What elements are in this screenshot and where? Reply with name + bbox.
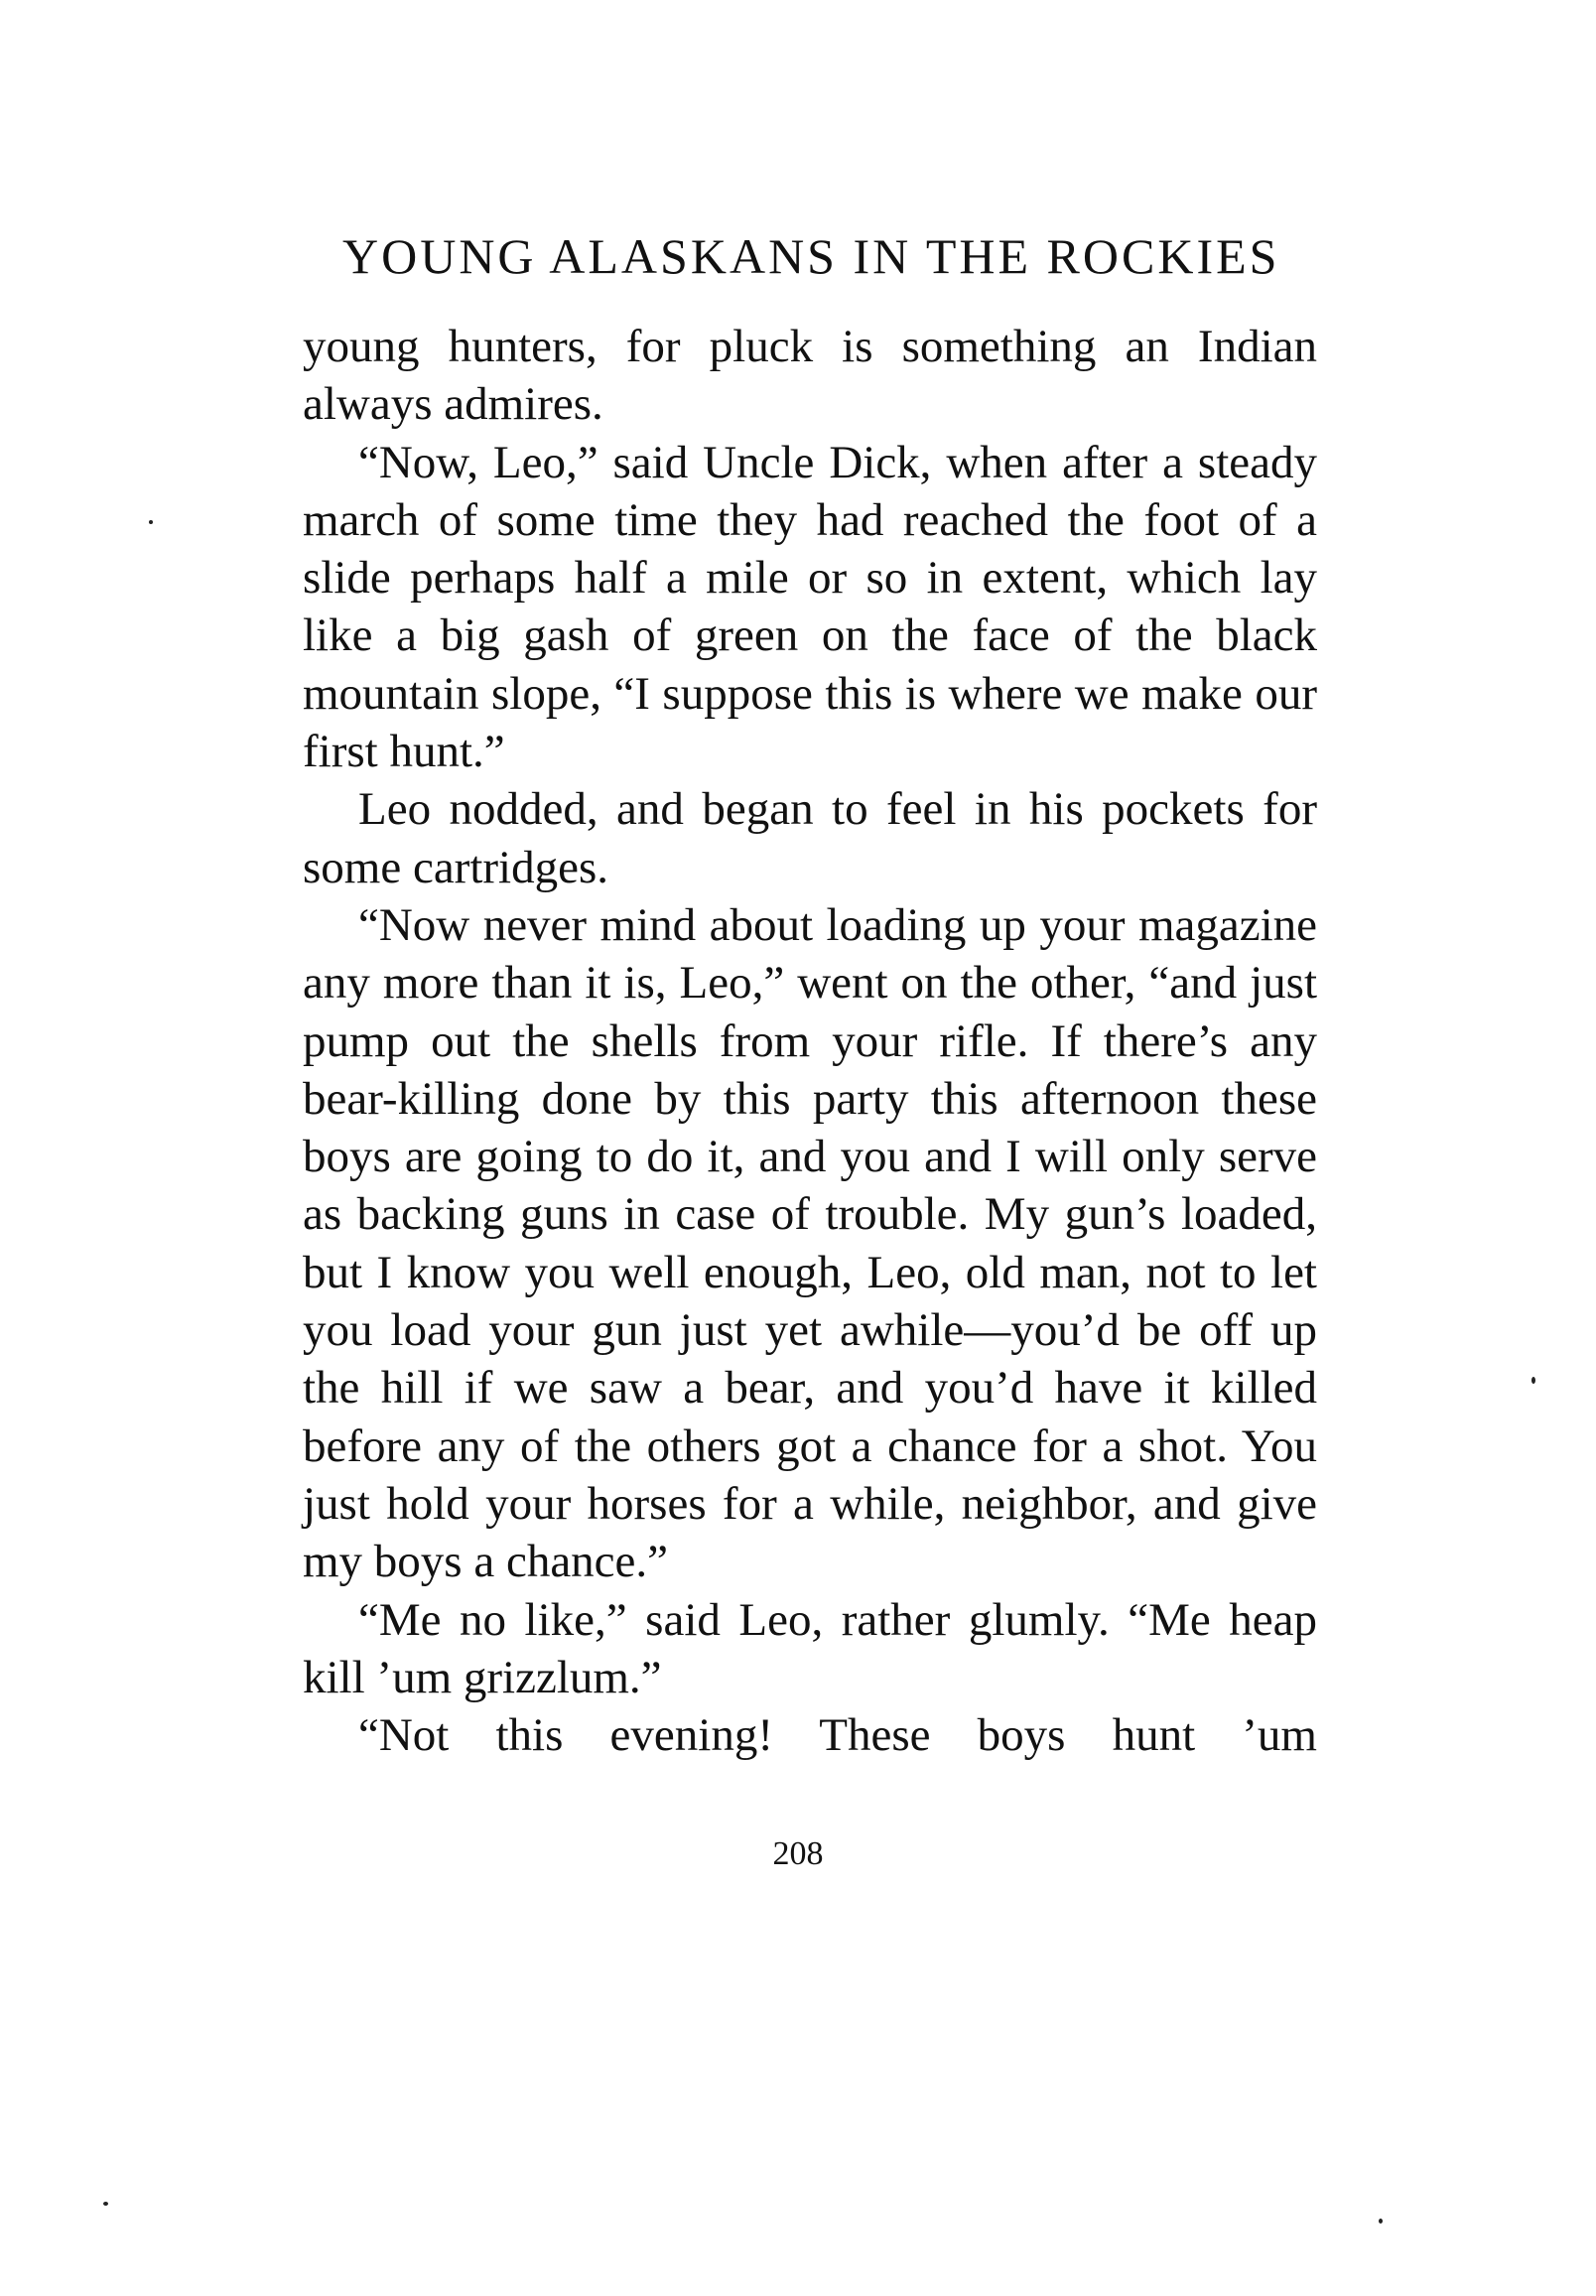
paragraph-continuation: young hunters, for pluck is something an Indian always admires.	[303, 321, 1317, 431]
page-number: 208	[772, 1835, 824, 1872]
body-text	[303, 318, 1317, 1764]
scan-speck	[149, 520, 153, 524]
scan-speck	[103, 2202, 108, 2206]
scan-speck	[1379, 2219, 1383, 2224]
paragraph-leo-reply: “Me no like,” said Leo, rather glumly. “Me heap kill ’um grizzlum.”	[303, 1593, 1317, 1703]
paragraph-final-line: “Not this evening! These boys hunt ’um	[358, 1709, 1317, 1762]
paragraph-leo-nods: Leo nodded, and began to feel in his pockets for some cartridges.	[303, 783, 1317, 893]
paragraph-uncle-dick-instructions: “Now never mind about loading up your magazine any more than it is, Leo,” went on the other, “and just pump out the shells from your rifle. If there’s any bear-killing done by this party this afternoon these boys are going to do it, and you and I will only serve as backing guns in case of trouble. My gun’s loaded, but I know you well enough, Leo, old man, not to let you load your gun just yet awhile—you’d be off up the hill if we saw a bear, and you’d have it killed before any of the others got a chance for a shot. You just hold your horses for a while, neighbor, and give my boys a chance.”	[303, 898, 1317, 1588]
paragraph-uncle-dick-question: “Now, Leo,” said Uncle Dick, when after a steady march of some time they had reached the foot of a slide perhaps half a mile or so in extent, which lay like a big gash of green on the face of the black mountain slope, “I suppose this is where we make our first hunt.”	[303, 436, 1317, 778]
scan-speck	[1531, 1377, 1535, 1384]
running-head: YOUNG ALASKANS IN THE ROCKIES	[342, 228, 1280, 284]
